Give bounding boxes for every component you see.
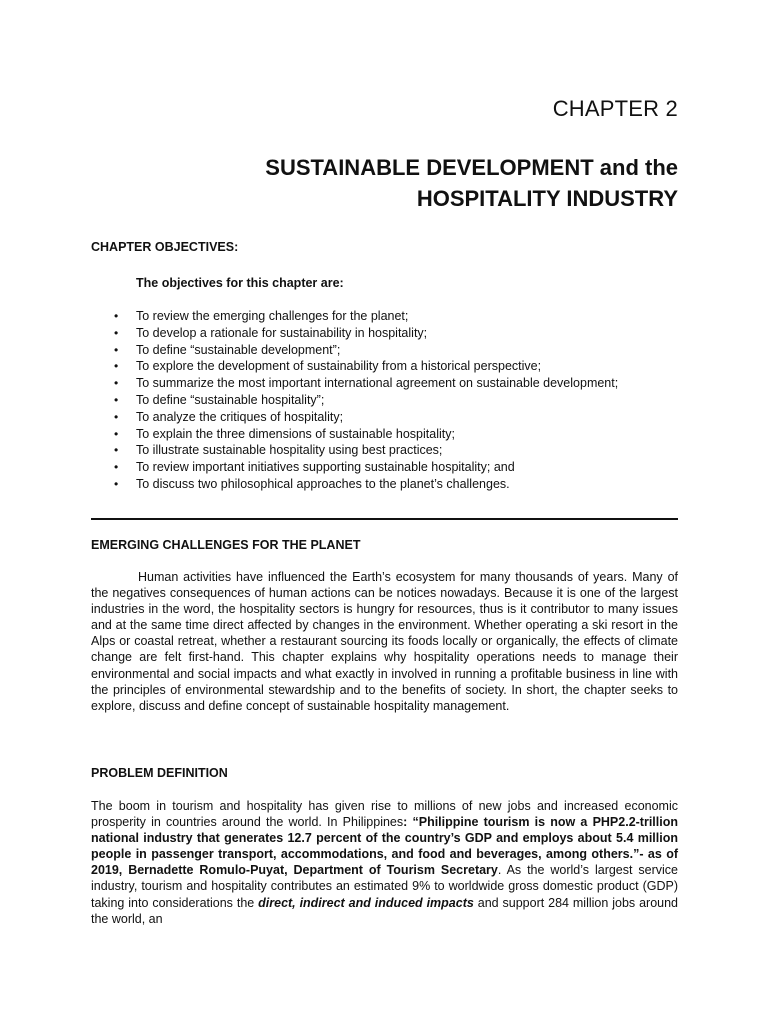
list-item [112, 325, 692, 342]
bullet-icon: • [114, 376, 119, 391]
bullet-icon: • [114, 460, 119, 475]
list-item [112, 358, 692, 375]
problem-text-3: and support 284 million jobs around the world, an [91, 895, 678, 926]
list-item [112, 342, 692, 359]
chapter-title-line-2: HOSPITALITY INDUSTRY [416, 186, 678, 211]
list-item [112, 392, 692, 409]
problem-definition-paragraph [91, 798, 678, 927]
objective-text: To explore the development of sustainability from a historical perspective; [136, 359, 542, 374]
list-item [112, 409, 692, 426]
chapter-title [118, 152, 678, 214]
list-item [112, 442, 692, 459]
objectives-list [112, 308, 692, 493]
objectives-heading: CHAPTER OBJECTIVES: [91, 240, 239, 254]
list-item [112, 375, 692, 392]
list-item [112, 459, 692, 476]
problem-text-2: . As the world’s largest service industry, tourism and hospitality contributes an estimated 9% to worldwide gross domestic product (GDP) taking into considerations the [91, 863, 678, 910]
section-divider [91, 518, 678, 520]
bullet-icon: • [114, 476, 119, 491]
objective-text: To define “sustainable hospitality”; [136, 392, 325, 407]
bullet-icon: • [114, 309, 119, 323]
bullet-icon: • [114, 392, 119, 407]
bullet-icon: • [114, 443, 119, 458]
bullet-icon: • [114, 409, 119, 424]
chapter-number: CHAPTER 2 [552, 96, 678, 121]
problem-bold-italic: direct, indirect and induced impacts [258, 895, 474, 910]
objective-text: To define “sustainable development”; [136, 342, 341, 357]
bullet-icon: • [114, 342, 119, 357]
objective-text: To analyze the critiques of hospitality; [136, 409, 344, 424]
emerging-challenges-paragraph: Human activities have influenced the Earth’s ecosystem for many thousands of years. Many of the negatives consequences of human actions can be notices nowadays. Because it is one of the largest industries in the word, the hospitality sectors is hungry for resources, thus is it contributor to many issues and at the same time direct affected by changes in the environment. Whether operating a ski resort in the Alps or coastal retreat, whether a restaurant sourcing its foods locally or organically, the effects of climate change are felt first-hand. This chapter explains why hospitality operations needs to manage their environmental and social impacts and what exactly in involved in running a profitable business in line with the principles of environmental stewardship and to the benefits of society. In short, the chapter seeks to explore, discuss and define concept of sustainable hospitality management. [91, 570, 678, 713]
list-item [112, 476, 692, 493]
emerging-challenges-heading: EMERGING CHALLENGES FOR THE PLANET [91, 538, 361, 552]
objective-text: To explain the three dimensions of sustainable hospitality; [136, 426, 455, 441]
objective-text: To review important initiatives supporting sustainable hospitality; and [136, 460, 515, 475]
objective-text: To discuss two philosophical approaches to the planet’s challenges. [136, 476, 510, 491]
objective-text: To summarize the most important international agreement on sustainable development; [136, 376, 619, 391]
objective-text: To develop a rationale for sustainability in hospitality; [136, 325, 428, 340]
list-item [112, 426, 692, 443]
objective-text: To illustrate sustainable hospitality using best practices; [136, 443, 443, 458]
objective-text: To review the emerging challenges for the planet; [136, 309, 409, 323]
bullet-icon: • [114, 426, 119, 441]
problem-definition-heading: PROBLEM DEFINITION [91, 766, 228, 780]
bullet-icon: • [114, 325, 119, 340]
problem-bold-colon: : [403, 815, 408, 830]
problem-bold-quote: “Philippine tourism is now a PHP2.2-trillion national industry that generates 12.7 percent of the country’s GDP and employs about 5.4 million people in passenger transport, accommodations, and food and beverages, among others.”- as of 2019, Bernadette Romulo-Puyat, Department of Tourism Secretary [91, 815, 678, 878]
chapter-title-line-1: SUSTAINABLE DEVELOPMENT and the [265, 155, 678, 180]
objectives-intro: The objectives for this chapter are: [136, 276, 344, 290]
bullet-icon: • [114, 359, 119, 374]
list-item [112, 308, 692, 325]
problem-text-1: The boom in tourism and hospitality has given rise to millions of new jobs and increased economic prosperity in countries around the world. In Philippines [91, 799, 678, 830]
